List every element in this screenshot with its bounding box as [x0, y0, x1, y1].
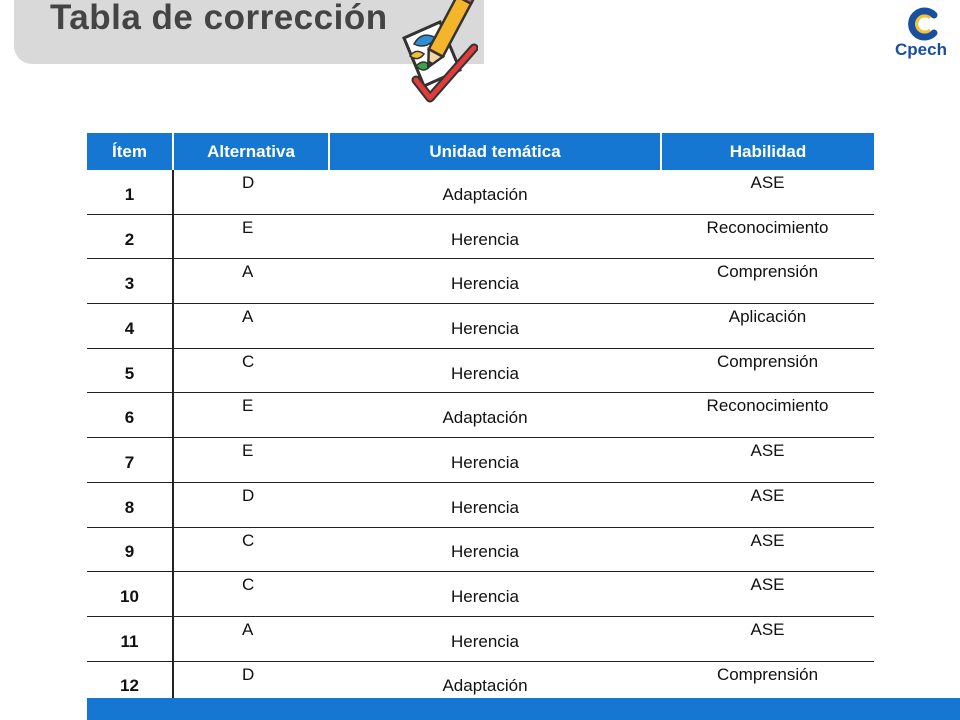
- column-header-habilidad: Habilidad: [661, 133, 874, 170]
- habilidad-cell: Comprensión: [661, 348, 874, 393]
- alternativa-cell: A: [173, 259, 329, 304]
- unidad-cell: Herencia: [329, 259, 661, 304]
- table-row: [87, 438, 874, 483]
- table-row: [87, 616, 874, 661]
- page-title: Tabla de corrección: [50, 0, 388, 37]
- unidad-cell: Herencia: [329, 482, 661, 527]
- table-row: [87, 304, 874, 349]
- unidad-cell: Herencia: [329, 572, 661, 617]
- table-row: [87, 572, 874, 617]
- habilidad-cell: ASE: [661, 572, 874, 617]
- item-cell: 5: [87, 348, 173, 393]
- item-cell: 9: [87, 527, 173, 572]
- table-row: [87, 393, 874, 438]
- alternativa-cell: A: [173, 616, 329, 661]
- column-header-alternativa: Alternativa: [173, 133, 329, 170]
- alternativa-cell: D: [173, 482, 329, 527]
- unidad-cell: Adaptación: [329, 393, 661, 438]
- habilidad-cell: ASE: [661, 482, 874, 527]
- item-cell: 11: [87, 616, 173, 661]
- alternativa-cell: C: [173, 348, 329, 393]
- unidad-cell: Herencia: [329, 527, 661, 572]
- table-row: [87, 527, 874, 572]
- alternativa-cell: D: [173, 661, 329, 706]
- alternativa-cell: A: [173, 304, 329, 349]
- habilidad-cell: ASE: [661, 438, 874, 483]
- item-cell: 6: [87, 393, 173, 438]
- item-cell: 8: [87, 482, 173, 527]
- footer-bar: [87, 698, 960, 720]
- column-header-item: Ítem: [87, 133, 173, 170]
- alternativa-cell: C: [173, 527, 329, 572]
- unidad-cell: Herencia: [329, 214, 661, 259]
- alternativa-cell: C: [173, 572, 329, 617]
- item-cell: 3: [87, 259, 173, 304]
- habilidad-cell: ASE: [661, 170, 874, 214]
- habilidad-cell: Comprensión: [661, 259, 874, 304]
- table-row: [87, 259, 874, 304]
- table-row: [87, 170, 874, 214]
- habilidad-cell: ASE: [661, 527, 874, 572]
- unidad-cell: Adaptación: [329, 170, 661, 214]
- unidad-cell: Herencia: [329, 616, 661, 661]
- item-cell: 10: [87, 572, 173, 617]
- cpech-logo-icon: [890, 6, 952, 42]
- pencil-checkmark-icon: [396, 0, 478, 104]
- unidad-cell: Herencia: [329, 348, 661, 393]
- habilidad-cell: Reconocimiento: [661, 393, 874, 438]
- column-header-unidad: Unidad temática: [329, 133, 661, 170]
- alternativa-cell: E: [173, 438, 329, 483]
- alternativa-cell: E: [173, 393, 329, 438]
- item-cell: 7: [87, 438, 173, 483]
- correction-table: [87, 133, 874, 706]
- item-cell: 4: [87, 304, 173, 349]
- table-row: [87, 348, 874, 393]
- cpech-logo: [890, 6, 952, 66]
- habilidad-cell: Aplicación: [661, 304, 874, 349]
- item-cell: 2: [87, 214, 173, 259]
- habilidad-cell: ASE: [661, 616, 874, 661]
- alternativa-cell: E: [173, 214, 329, 259]
- alternativa-cell: D: [173, 170, 329, 214]
- unidad-cell: Herencia: [329, 438, 661, 483]
- habilidad-cell: Reconocimiento: [661, 214, 874, 259]
- habilidad-cell: Comprensión: [661, 661, 874, 706]
- table-header-row: [87, 133, 874, 170]
- item-cell: 1: [87, 170, 173, 214]
- unidad-cell: Adaptación: [329, 661, 661, 706]
- logo-text: Cpech: [895, 40, 947, 59]
- item-cell: 12: [87, 661, 173, 706]
- table-row: [87, 482, 874, 527]
- unidad-cell: Herencia: [329, 304, 661, 349]
- table-row: [87, 214, 874, 259]
